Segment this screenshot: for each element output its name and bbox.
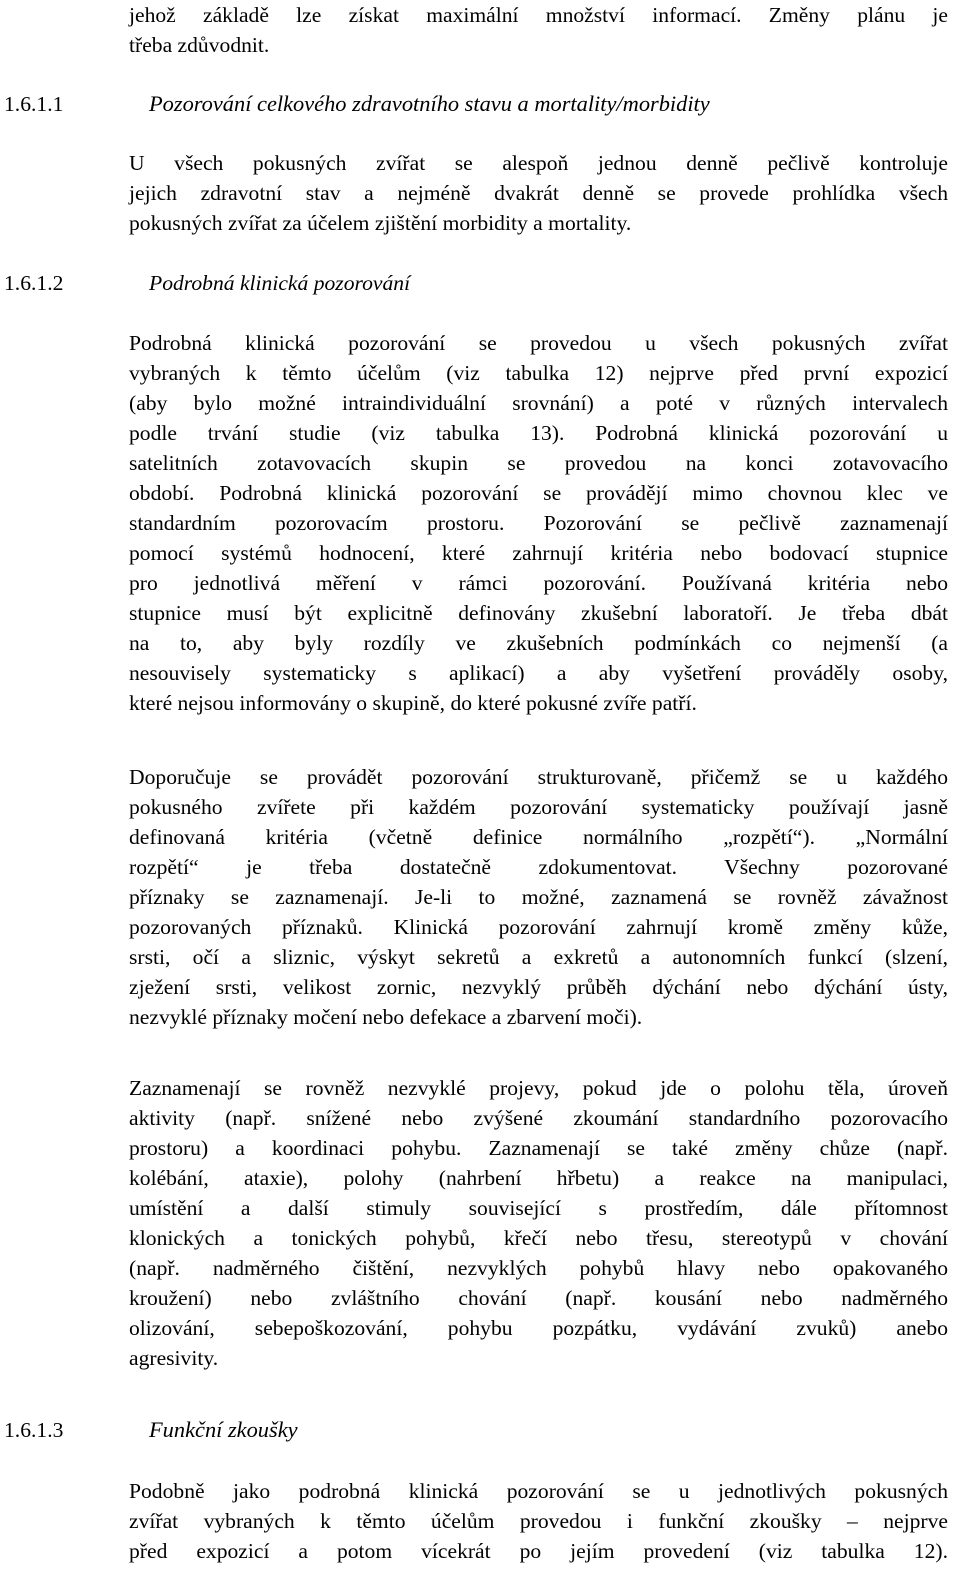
text-line: jehož základě lze získat maximální množství informací. Změny plánu je [129, 3, 948, 27]
section-paragraph [129, 148, 948, 238]
text-line: Podrobná klinická pozorování se provedou u všech pokusných zvířat [129, 331, 948, 355]
section-number: 1.6.1.1 [4, 92, 64, 116]
text-line: pokusného zvířete při každém pozorování systematicky používají jasně [129, 795, 948, 819]
text-line: Doporučuje se provádět pozorování strukturovaně, přičemž se u každého [129, 765, 948, 789]
text-line: které nejsou informovány o skupině, do které pokusné zvíře patří. [129, 691, 697, 715]
text-line: před expozicí a potom vícekrát po jejím provedení (viz tabulka 12). [129, 1539, 948, 1563]
text-line: Zaznamenají se rovněž nezvyklé projevy, pokud jde o polohu těla, úroveň [129, 1076, 948, 1100]
text-line: agresivity. [129, 1346, 219, 1370]
text-line: umístění a další stimuly související s prostředím, dále přítomnost [129, 1196, 948, 1220]
section-paragraph [129, 1073, 948, 1373]
text-line: pokusných zvířat za účelem zjištění morbidity a mortality. [129, 211, 632, 235]
text-line: zježení srsti, velikost zornic, nezvyklý průběh dýchání nebo dýchání ústy, [129, 975, 948, 999]
text-line: vybraných k těmto účelům (viz tabulka 12) nejprve před první expozicí [129, 361, 948, 385]
text-line: podle trvání studie (viz tabulka 13). Podrobná klinická pozorování u [129, 421, 948, 445]
text-line: rozpětí“ je třeba dostatečně zdokumentovat. Všechny pozorované [129, 855, 948, 879]
text-line: definovaná kritéria (včetně definice normálního „rozpětí“). „Normální [129, 825, 948, 849]
section-paragraph [129, 328, 948, 718]
text-line: zvířat vybraných k těmto účelům provedou i funkční zkoušky – nejprve [129, 1509, 948, 1533]
text-line: Podobně jako podrobná klinická pozorování se u jednotlivých pokusných [129, 1479, 948, 1503]
text-line: kolébání, ataxie), polohy (nahrbení hřbetu) a reakce na manipulaci, [129, 1166, 948, 1190]
text-line: stupnice musí být explicitně definovány zkušební laboratoří. Je třeba dbát [129, 601, 948, 625]
text-line: třeba zdůvodnit. [129, 33, 270, 57]
section-title: Podrobná klinická pozorování [149, 271, 411, 295]
section-number: 1.6.1.3 [4, 1418, 64, 1442]
text-line: pomocí systémů hodnocení, které zahrnují kritéria nebo bodovací stupnice [129, 541, 948, 565]
section-paragraph [129, 1476, 948, 1566]
section-number: 1.6.1.2 [4, 271, 64, 295]
text-line: aktivity (např. snížené nebo zvýšené zkoumání standardního pozorovacího [129, 1106, 948, 1130]
text-line: srsti, očí a sliznic, výskyt sekretů a exkretů a autonomních funkcí (slzení, [129, 945, 948, 969]
text-line: příznaky se zaznamenají. Je-li to možné, zaznamená se rovněž závažnost [129, 885, 948, 909]
text-line: U všech pokusných zvířat se alespoň jednou denně pečlivě kontroluje [129, 151, 948, 175]
text-line: olizování, sebepoškozování, pohybu pozpátku, vydávání zvuků) anebo [129, 1316, 948, 1340]
text-line: kroužení) nebo zvláštního chování (např. kousání nebo nadměrného [129, 1286, 948, 1310]
intro-paragraph [129, 0, 948, 60]
text-line: standardním pozorovacím prostoru. Pozorování se pečlivě zaznamenají [129, 511, 948, 535]
section-title: Pozorování celkového zdravotního stavu a mortality/morbidity [149, 91, 710, 116]
text-line: období. Podrobná klinická pozorování se provádějí mimo chovnou klec ve [129, 481, 948, 505]
text-line: prostoru) a koordinaci pohybu. Zaznamenají se také změny chůze (např. [129, 1136, 948, 1160]
text-line: pro jednotlivá měření v rámci pozorování. Používaná kritéria nebo [129, 571, 948, 595]
text-line: (aby bylo možné intraindividuální srovnání) a poté v různých intervalech [129, 391, 948, 415]
text-line: pozorovaných příznaků. Klinická pozorování zahrnují kromě změny kůže, [129, 915, 948, 939]
section-title: Funkční zkoušky [149, 1417, 298, 1442]
section-paragraph [129, 762, 948, 1032]
text-line: (např. nadměrného čištění, nezvyklých pohybů hlavy nebo opakovaného [129, 1256, 948, 1280]
text-line: klonických a tonických pohybů, křečí nebo třesu, stereotypů v chování [129, 1226, 948, 1250]
text-line: satelitních zotavovacích skupin se provedou na konci zotavovacího [129, 451, 948, 475]
text-line: nesouvisely systematicky s aplikací) a aby vyšetření prováděly osoby, [129, 661, 948, 685]
text-line: jejich zdravotní stav a nejméně dvakrát denně se provede prohlídka všech [129, 181, 948, 205]
text-line: nezvyklé příznaky močení nebo defekace a zbarvení moči). [129, 1005, 643, 1029]
text-line: na to, aby byly rozdíly ve zkušebních podmínkách co nejmenší (a [129, 631, 948, 655]
